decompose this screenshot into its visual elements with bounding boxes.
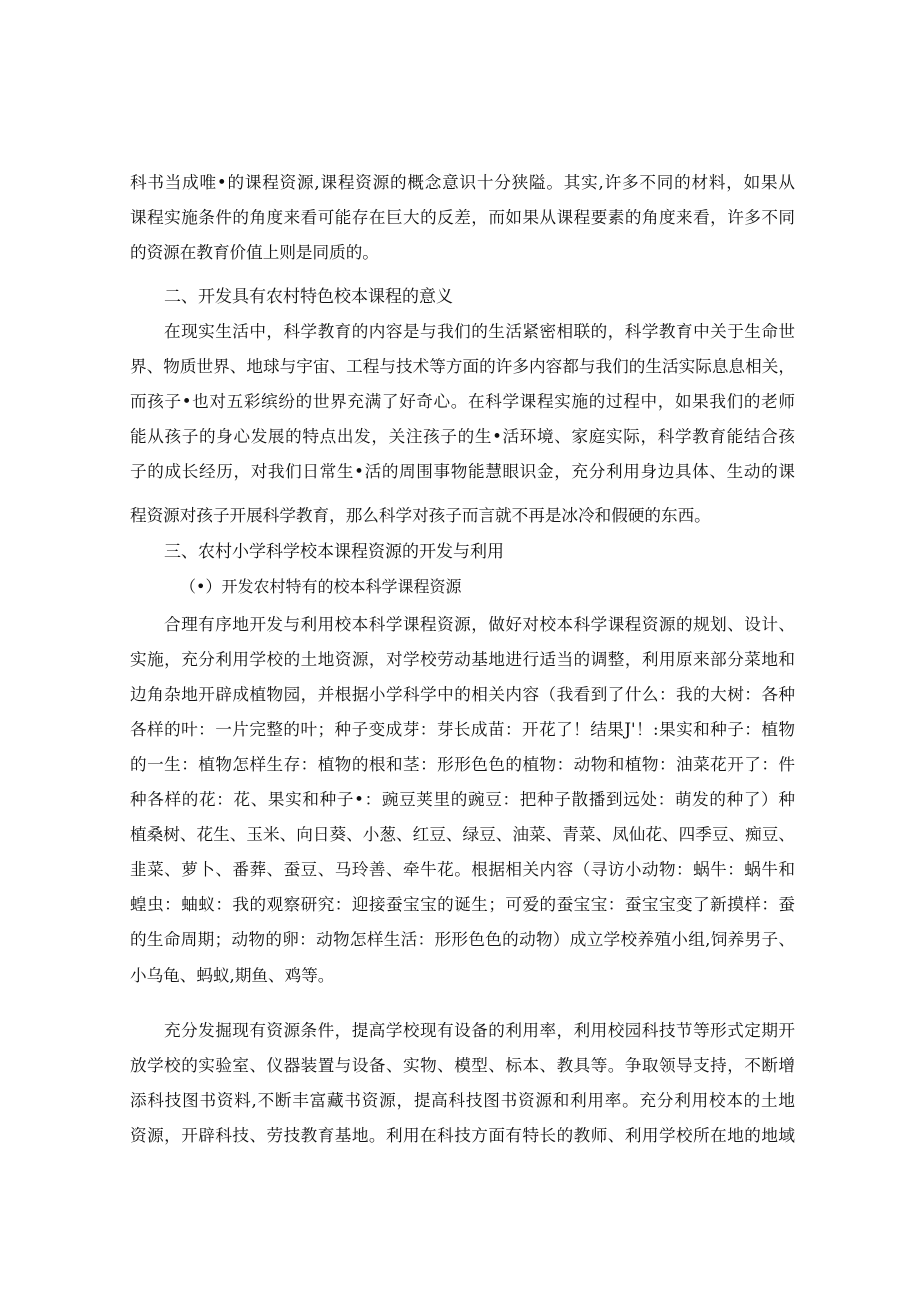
paragraph-line: 的一生：植物怎样生存：植物的根和茎：形形色色的植物：动物和植物：油菜花开了：件 [130,755,795,774]
paragraph-line: 各样的叶：一片完整的叶；种子变成芽：芽长成苗：开花了！结果J'！:果实和种子：植物 [130,720,795,739]
paragraph-line: 放学校的实验室、仪器装置与设备、实物、模型、标本、教具等。争取领导支持，不断增 [130,1056,795,1075]
paragraph-line: 添科技图书资料,不断丰富藏书资源，提高科技图书资源和利用率。充分利用校本的土地 [130,1091,795,1110]
paragraph-line: 资源，开辟科技、劳技教育基地。利用在科技方面有特长的教师、利用学校所在地的地域 [130,1126,795,1145]
paragraph-line: 课程实施条件的角度来看可能存在巨大的反差，而如果从课程要素的角度来看，许多不同 [130,208,795,227]
paragraph-line: 充分发掘现有资源条件，提高学校现有设备的利用率，利用校园科技节等形式定期开 [164,1021,795,1040]
paragraph-line: 界、物质世界、地球与宇宙、工程与技术等方面的许多内容都与我们的生活实际息息相关， [130,357,795,376]
paragraph-line: 韭菜、萝卜、番葬、蚕豆、马玲善、牵牛花。根据相关内容（寻访小动物：蜗牛：蜗牛和 [130,860,795,879]
paragraph-line: 而孩子•也对五彩缤纷的世界充满了好奇心。在科学课程实施的过程中，如果我们的老师 [130,392,795,411]
paragraph-line: 科书当成唯•的课程资源,课程资源的概念意识十分狭隘。其实,许多不同的材料，如果从 [130,173,795,192]
paragraph-line: 在现实生活中，科学教育的内容是与我们的生活紧密相联的，科学教育中关于生命世 [164,322,795,341]
paragraph-line: 植桑树、花生、玉米、向日葵、小葱、红豆、绿豆、油菜、青菜、凤仙花、四季豆、痴豆、 [130,825,795,844]
paragraph-line: 程资源对孩子开展科学教育，那么科学对孩子而言就不再是冰冷和假硬的东西。 [130,506,711,525]
subsection-heading: （•）开发农村特有的校本科学课程资源 [180,577,462,596]
paragraph-line: 小乌龟、蚂蚁,期鱼、鸡等。 [130,966,335,985]
section-heading-two: 二、开发具有农村特色校本课程的意义 [164,287,453,307]
paragraph-line: 合理有序地开发与利用校本科学课程资源，做好对校本科学课程资源的规划、设计、 [164,615,795,634]
paragraph-line: 种各样的花：花、果实和种子•：豌豆荚里的豌豆：把种子散播到远处：萌发的种了）种 [130,790,795,809]
paragraph-line: 的生命周期；动物的卵：动物怎样生活：形形色色的动物）成立学校养殖小组,饲养男子、 [130,930,795,949]
paragraph-line: 的资源在教育价值上则是同质的。 [130,243,379,262]
paragraph-line: 蝗虫：蚰蚁：我的观察研究：迎接蚕宝宝的诞生；可爱的蚕宝宝：蚕宝宝变了新摸样：蚕 [130,895,795,914]
section-heading-three: 三、农村小学科学校本课程资源的开发与利用 [164,542,504,562]
paragraph-line: 边角杂地开辟成植物园，并根据小学科学中的相关内容（我看到了什么：我的大树：各种 [130,685,795,704]
paragraph-line: 实施，充分利用学校的土地资源，对学校劳动基地进行适当的调整，利用原来部分菜地和 [130,650,795,669]
paragraph-line: 能从孩子的身心发展的特点出发，关注孩子的生•活环境、家庭实际，科学教育能结合孩 [130,427,795,446]
paragraph-line: 子的成长经历，对我们日常生•活的周围事物能慧眼识金，充分利用身边具体、生动的课 [130,462,795,481]
